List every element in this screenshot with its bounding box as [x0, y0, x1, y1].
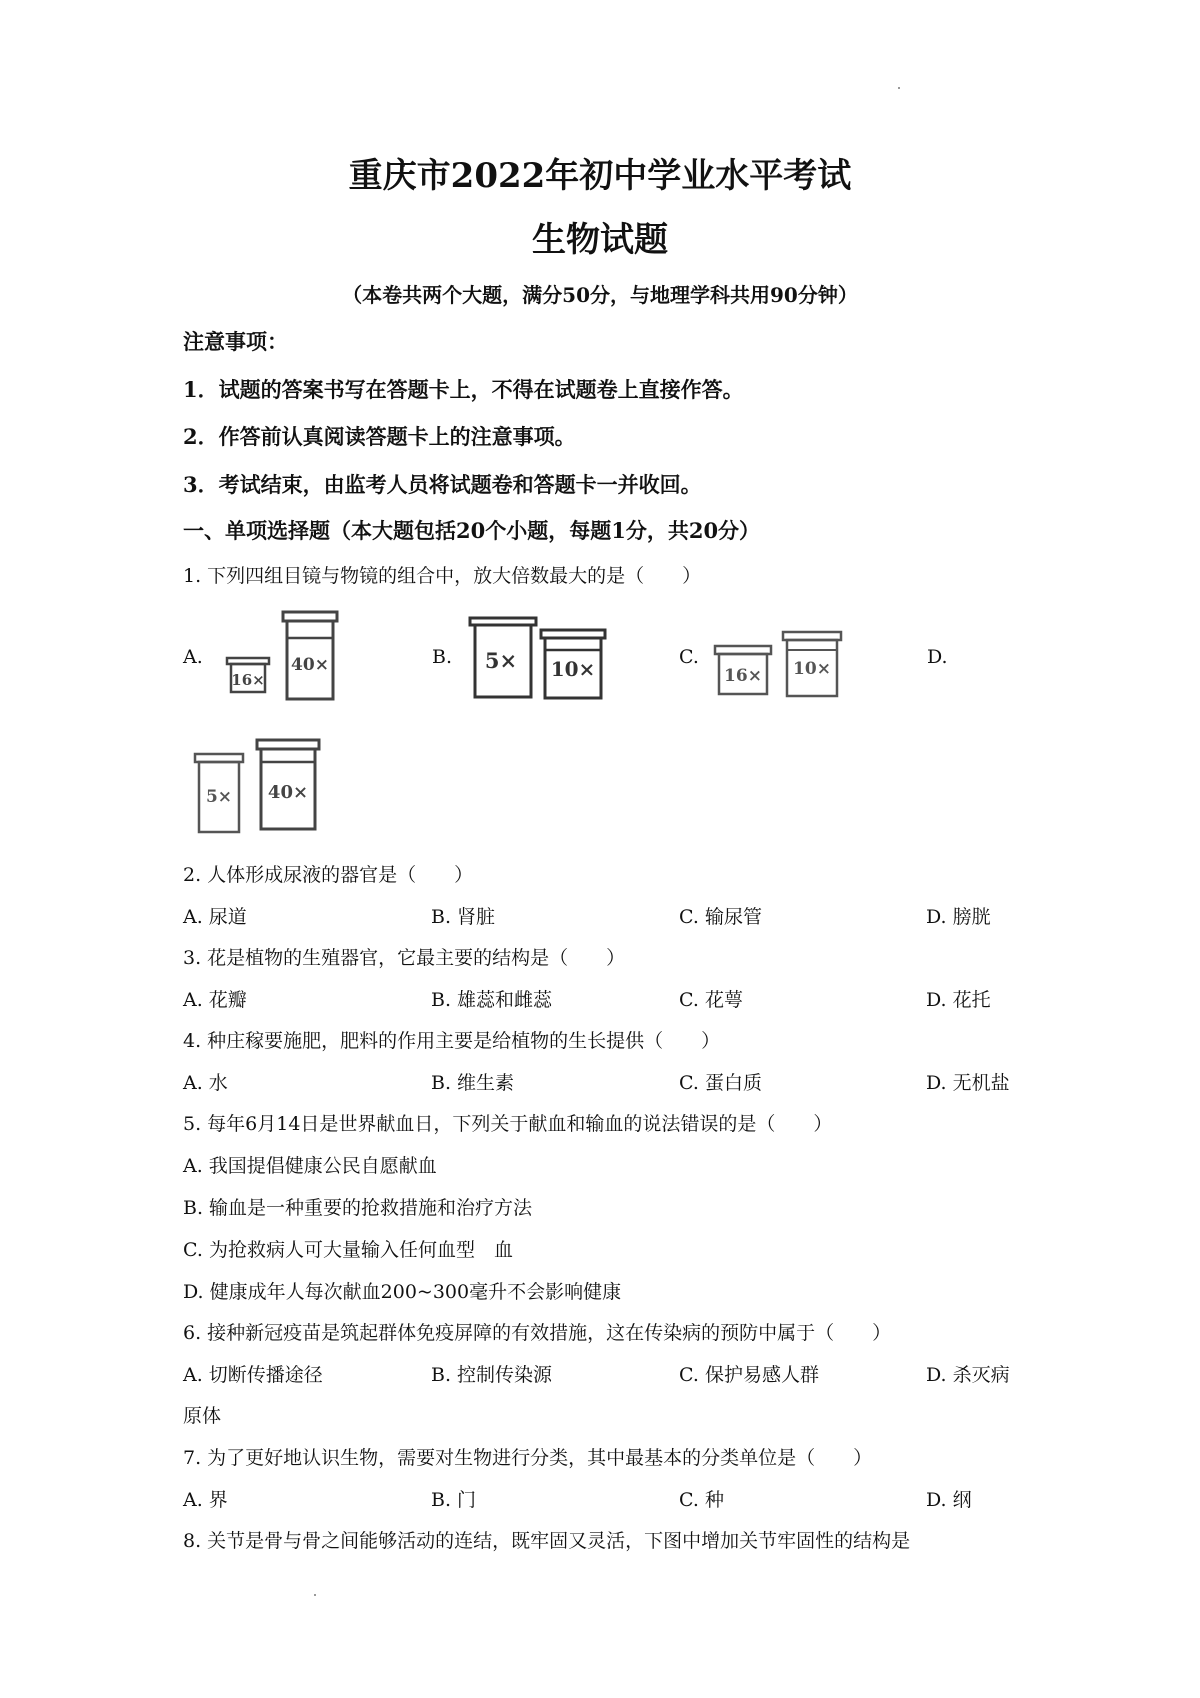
- question-stem: 7. 为了更好地认识生物，需要对生物进行分类，其中最基本的分类单位是（ ）: [183, 1447, 873, 1469]
- objective-lens-icon: [781, 630, 843, 698]
- eyepiece-mag: 5×: [484, 648, 518, 673]
- question-stem: 8. 关节是骨与骨之间能够活动的连结，既牢固又灵活，下图中增加关节牢固性的结构是: [183, 1530, 911, 1552]
- notice-item: 3．考试结束，由监考人员将试题卷和答题卡一并收回。: [183, 472, 702, 497]
- section-heading: 一、单项选择题（本大题包括20个小题，每题1分，共20分）: [183, 518, 761, 543]
- scan-speck: [898, 87, 900, 89]
- option: B. 门: [431, 1489, 477, 1511]
- option: A. 切断传播途径: [183, 1364, 323, 1386]
- option: D. 膀胱: [926, 906, 991, 928]
- question-stem: 4. 种庄稼要施肥，肥料的作用主要是给植物的生长提供（ ）: [183, 1030, 721, 1052]
- option: C. 保护易感人群: [679, 1364, 819, 1386]
- option: A. 尿道: [183, 906, 247, 928]
- option: B. 雄蕊和雌蕊: [431, 989, 553, 1011]
- question-stem: 6. 接种新冠疫苗是筑起群体免疫屏障的有效措施，这在传染病的预防中属于（ ）: [183, 1322, 892, 1344]
- eyepiece-lens-icon: [713, 644, 773, 696]
- option: B. 维生素: [431, 1072, 515, 1094]
- notice-heading: 注意事项：: [183, 329, 288, 354]
- option: A. 我国提倡健康公民自愿献血: [183, 1155, 437, 1177]
- option: B. 肾脏: [431, 906, 496, 928]
- option-label: B.: [432, 646, 453, 668]
- option: C. 输尿管: [679, 906, 762, 928]
- objective-mag: 40×: [267, 782, 309, 803]
- question-stem: 3. 花是植物的生殖器官，它最主要的结构是（ ）: [183, 947, 626, 969]
- eyepiece-lens-icon: [225, 610, 271, 694]
- option-wrap: 原体: [183, 1405, 222, 1427]
- exam-note: （本卷共两个大题，满分50分，与地理学科共用90分钟）: [342, 283, 858, 307]
- option: D. 花托: [926, 989, 991, 1011]
- objective-mag: 10×: [793, 659, 831, 679]
- objective-lens-icon: [281, 610, 339, 702]
- option: C. 花萼: [679, 989, 743, 1011]
- option: D. 健康成年人每次献血200~300毫升不会影响健康: [183, 1281, 622, 1303]
- option: A. 花瓣: [183, 989, 247, 1011]
- objective-mag: 10×: [550, 657, 596, 681]
- objective-mag: 40×: [291, 655, 329, 675]
- option: C. 蛋白质: [679, 1072, 762, 1094]
- option: A. 水: [183, 1072, 228, 1094]
- eyepiece-mag: 16×: [231, 671, 265, 689]
- question-stem: 5. 每年6月14日是世界献血日，下列关于献血和输血的说法错误的是（ ）: [183, 1113, 833, 1135]
- eyepiece-lens-icon: [468, 616, 538, 700]
- option-label: A.: [183, 646, 203, 668]
- eyepiece-lens-icon: [193, 752, 245, 834]
- option-label: C.: [679, 646, 699, 668]
- question-stem: 2. 人体形成尿液的器官是（ ）: [183, 864, 474, 886]
- option: D. 无机盐: [926, 1072, 1010, 1094]
- option: C. 种: [679, 1489, 724, 1511]
- option: B. 控制传染源: [431, 1364, 553, 1386]
- option: D. 杀灭病: [926, 1364, 1010, 1386]
- eyepiece-mag: 16×: [724, 666, 762, 686]
- exam-subject: 生物试题: [532, 220, 668, 260]
- option: C. 为抢救病人可大量输入任何血型 血: [183, 1239, 513, 1261]
- notice-item: 1．试题的答案书写在答题卡上，不得在试题卷上直接作答。: [183, 377, 744, 402]
- option: A. 界: [183, 1489, 228, 1511]
- option: B. 输血是一种重要的抢救措施和治疗方法: [183, 1197, 533, 1219]
- objective-lens-icon: [255, 738, 321, 832]
- notice-item: 2．作答前认真阅读答题卡上的注意事项。: [183, 424, 576, 449]
- exam-title: 重庆市2022年初中学业水平考试: [348, 156, 852, 196]
- option: D. 纲: [926, 1489, 972, 1511]
- question-stem: 1. 下列四组目镜与物镜的组合中，放大倍数最大的是（ ）: [183, 565, 702, 587]
- eyepiece-mag: 5×: [205, 787, 233, 807]
- scan-speck: [314, 1594, 316, 1596]
- objective-lens-icon: [539, 628, 607, 700]
- option-label: D.: [927, 646, 948, 668]
